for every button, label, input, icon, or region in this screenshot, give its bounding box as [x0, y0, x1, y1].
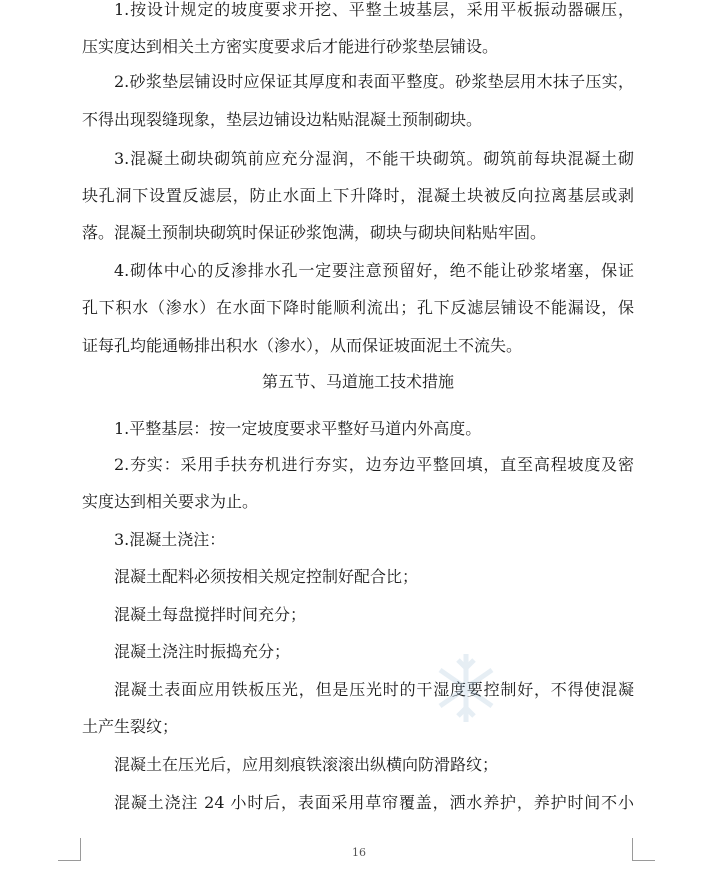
- item-3-sub-2: 混凝土每盘搅拌时间充分；: [114, 605, 307, 624]
- snowflake-watermark-icon: [436, 648, 496, 732]
- item-1: 1.平整基层：按一定坡度要求平整好马道内外高度。: [114, 419, 482, 438]
- item-3-sub-4-line-2: 土产生裂纹；: [82, 717, 179, 736]
- paragraph-3-line-1: 3.混凝土砌块砌筑前应充分湿润，不能干块砌筑。砌筑前每块混凝土砌: [114, 149, 634, 168]
- paragraph-2-line-2: 不得出现裂缝现象，垫层边铺设边粘贴混凝土预制砌块。: [82, 110, 483, 129]
- paragraph-2-line-1: 2.砂浆垫层铺设时应保证其厚度和表面平整度。砂浆垫层用木抹子压实，: [114, 72, 634, 91]
- paragraph-4-line-2: 孔下积水（渗水）在水面下降时能顺利流出；孔下反滤层铺设不能漏设，保: [82, 298, 634, 317]
- item-2-line-2: 实度达到相关要求为止。: [82, 492, 259, 511]
- paragraph-1-line-1: 1.按设计规定的坡度要求开挖、平整土坡基层，采用平板振动器碾压，: [114, 0, 634, 19]
- item-3-sub-4-line-1: 混凝土表面应用铁板压光，但是压光时的干湿度要控制好，不得使混凝: [114, 680, 634, 699]
- item-3: 3.混凝土浇注：: [114, 530, 226, 549]
- item-3-sub-1: 混凝土配料必须按相关规定控制好配合比；: [114, 567, 419, 586]
- page-number: 16: [352, 846, 366, 859]
- item-3-sub-3: 混凝土浇注时振捣充分；: [114, 642, 291, 661]
- item-3-sub-5: 混凝土在压光后，应用刻痕铁滚滚出纵横向防滑路纹；: [114, 755, 499, 774]
- paragraph-1-line-2: 压实度达到相关土方密实度要求后才能进行砂浆垫层铺设。: [82, 37, 499, 56]
- section-heading: 第五节、马道施工技术措施: [261, 372, 454, 391]
- paragraph-3-line-3: 落。混凝土预制块砌筑时保证砂浆饱满，砌块与砌块间粘贴牢固。: [82, 223, 547, 242]
- paragraph-4-line-3: 证每孔均能通畅排出积水（渗水），从而保证坡面泥土不流失。: [82, 336, 523, 355]
- item-2-line-1: 2.夯实：采用手扶夯机进行夯实，边夯边平整回填，直至高程坡度及密: [114, 455, 634, 474]
- paragraph-4-line-1: 4.砌体中心的反渗排水孔一定要注意预留好，绝不能让砂浆堵塞，保证: [114, 261, 634, 280]
- paragraph-3-line-2: 块孔洞下设置反滤层，防止水面上下升降时，混凝土块被反向拉离基层或剥: [82, 186, 634, 205]
- item-3-sub-6: 混凝土浇注 24 小时后，表面采用草帘覆盖，洒水养护，养护时间不小: [114, 793, 634, 812]
